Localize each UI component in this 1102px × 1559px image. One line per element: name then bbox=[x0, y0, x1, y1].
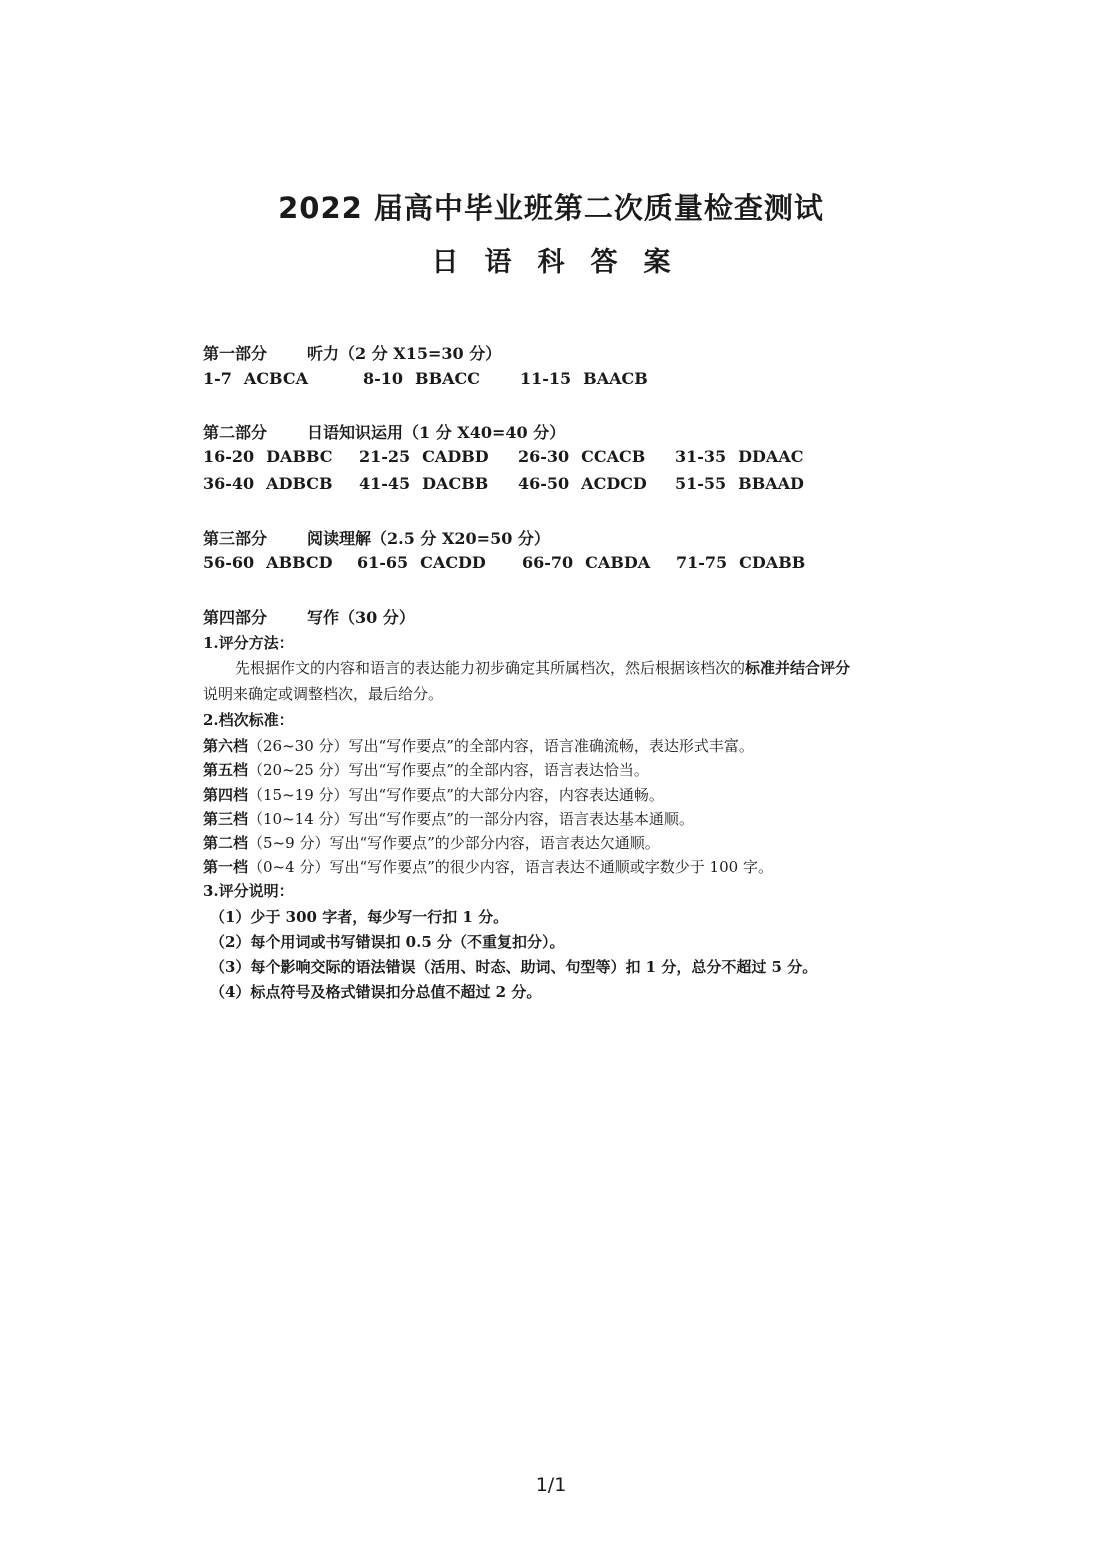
page-number: 1/1 bbox=[535, 1474, 567, 1496]
answer-group: 1-7 ACBCA bbox=[203, 369, 309, 388]
answer-group: 61-65 CACDD bbox=[357, 553, 486, 572]
answer-group: 26-30 CCACB bbox=[518, 447, 646, 466]
page-title: 2022 届高中毕业班第二次质量检查测试 bbox=[278, 191, 824, 225]
answer-group: 21-25 CADBD bbox=[359, 447, 489, 466]
part4-topic: 写作（30 分） bbox=[307, 608, 415, 627]
part4-name: 第四部分 bbox=[203, 608, 268, 627]
part2-heading bbox=[203, 420, 565, 443]
part4-heading bbox=[203, 605, 415, 628]
part1-name: 第一部分 bbox=[203, 344, 268, 363]
part1-heading bbox=[203, 341, 501, 364]
level-item: 第五档（20~25 分）写出“写作要点”的全部内容，语言表达恰当。 bbox=[203, 761, 649, 779]
level-item: 第六档（26~30 分）写出“写作要点”的全部内容，语言准确流畅，表达形式丰富。 bbox=[203, 737, 754, 755]
level-item: 第一档（0~4 分）写出“写作要点”的很少内容，语言表达不通顺或字数少于 100 字。 bbox=[203, 858, 773, 876]
answer-group: 11-15 BAACB bbox=[520, 369, 648, 388]
part1-topic: 听力（2 分 X15=30 分） bbox=[307, 344, 502, 363]
method-text: 先根据作文的内容和语言的表达能力初步确定其所属档次，然后根据该档次的标准并结合评分 bbox=[235, 659, 851, 677]
page-subtitle: 日语科答案 bbox=[431, 247, 697, 278]
answer-group: 31-35 DDAAC bbox=[675, 447, 804, 466]
answer-group: 51-55 BBAAD bbox=[675, 474, 804, 493]
part3-name: 第三部分 bbox=[203, 529, 268, 548]
method-title: 1.评分方法： bbox=[203, 634, 294, 652]
answer-group: 8-10 BBACC bbox=[363, 369, 480, 388]
level-item: 第二档（5~9 分）写出“写作要点”的少部分内容，语言表达欠通顺。 bbox=[203, 834, 660, 852]
answer-group: 66-70 CABDA bbox=[522, 553, 651, 572]
scoring-note: （2）每个用词或书写错误扣 0.5 分（不重复扣分）。 bbox=[210, 933, 565, 951]
scoring-note: （4）标点符号及格式错误扣分总值不超过 2 分。 bbox=[210, 983, 542, 1001]
answer-group: 71-75 CDABB bbox=[676, 553, 806, 572]
answer-group: 56-60 ABBCD bbox=[203, 553, 333, 572]
answer-group: 36-40 ADBCB bbox=[203, 474, 333, 493]
answer-group: 41-45 DACBB bbox=[359, 474, 489, 493]
part2-topic: 日语知识运用（1 分 X40=40 分） bbox=[307, 423, 566, 442]
part3-topic: 阅读理解（2.5 分 X20=50 分） bbox=[307, 529, 550, 548]
part3-heading bbox=[203, 526, 550, 549]
notes-title: 3.评分说明： bbox=[203, 882, 294, 900]
part2-name: 第二部分 bbox=[203, 423, 268, 442]
level-item: 第三档（10~14 分）写出“写作要点”的一部分内容，语言表达基本通顺。 bbox=[203, 810, 694, 828]
answer-group: 16-20 DABBC bbox=[203, 447, 333, 466]
levels-title: 2.档次标准： bbox=[203, 711, 294, 729]
level-item: 第四档（15~19 分）写出“写作要点”的大部分内容，内容表达通畅。 bbox=[203, 786, 664, 804]
scoring-note: （1）少于 300 字者，每少写一行扣 1 分。 bbox=[210, 908, 509, 926]
method-text-cont: 说明来确定或调整档次，最后给分。 bbox=[203, 685, 444, 703]
scoring-note: （3）每个影响交际的语法错误（活用、时态、助词、句型等）扣 1 分，总分不超过 5 分。 bbox=[210, 958, 818, 976]
answer-group: 46-50 ACDCD bbox=[518, 474, 647, 493]
